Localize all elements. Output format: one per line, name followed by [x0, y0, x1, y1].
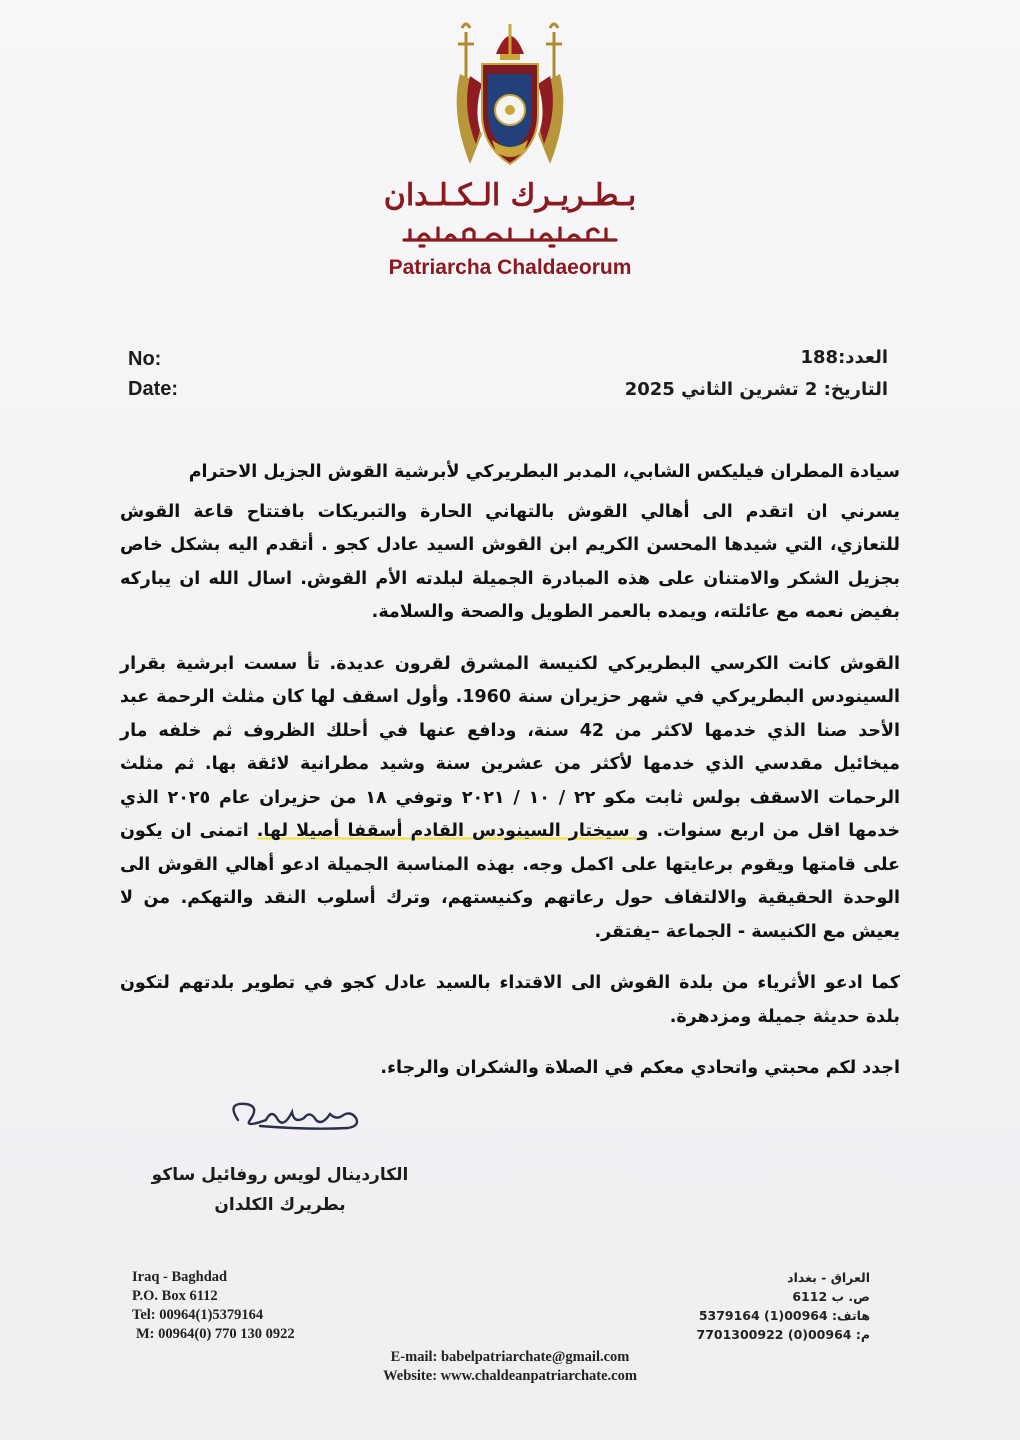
- paragraph-2-text-a: القوش كانت الكرسي البطريركي لكنيسة المشرق لقرون عديدة. تأ سست ابرشية بقرار السينودس البطريركي في شهر حزيران سنة 1960. وأول اسقف لها كان مثلث الرحمة عبد الأحد صنا الذي خدمها لاكثر من 42 سنة، ودافع عنها في أحلك الظروف ثم خلفه مار ميخائيل مقدسي الذي خدمها لأكثر من عشرين سنة وشيد مطرانية لائقة بها. ثم مثلث الرحمات الاسقف بولس ثابت مكو ٢٢ / ١٠ / ٢٠٢١ وتوفي ١٨ من حزيران عام ٢٠٢٥ الذي خدمها اقل من اربع سنوات.: [120, 653, 901, 841]
- footer-mobile: M: 00964(0) 770 130 0922: [136, 1326, 295, 1342]
- letter-paragraph-3: كما ادعو الأثرياء من بلدة القوش الى الاقتداء بالسيد عادل كجو في تطوير بلدتهم لتكون بلدة حديثة جميلة ومزدهرة.: [120, 973, 900, 1027]
- reference-number: العدد:188: [800, 347, 888, 368]
- footer-city: Iraq - Baghdad: [132, 1269, 228, 1285]
- footer-contact: [300, 1348, 720, 1386]
- footer-po-box: P.O. Box 6112: [132, 1288, 218, 1304]
- footer-email[interactable]: E-mail: babelpatriarchate@gmail.com: [390, 1349, 630, 1365]
- letter-paragraph-2: [120, 648, 900, 950]
- letter-greeting: سيادة المطران فيليكس الشابي، المدبر البطريركي لأبرشية القوش الجزيل الاحترام: [188, 462, 900, 482]
- patriarchate-title-arabic: بـطـريـرك الـكـلـدان: [383, 178, 637, 213]
- handwritten-signature: [220, 1090, 370, 1150]
- footer-address-arabic: [650, 1268, 870, 1344]
- patriarchate-title-syriac: [360, 220, 660, 250]
- footer-address-latin: [132, 1268, 295, 1344]
- footer-mobile-ar: م: 00964(0) 7701300922: [696, 1327, 870, 1342]
- footer-website[interactable]: Website: www.chaldeanpatriarchate.com: [383, 1368, 637, 1384]
- letter-paragraph-1: يسرني ان اتقدم الى أهالي القوش بالتهاني الحارة والتبريكات بافتتاح قاعة القوش للتعازي، التي شيدها المحسن الكريم ابن القوش السيد عادل كجو . أتقدم اليه بشكل خاص بجزيل الشكر والامتنان على هذه المبادرة الجميلة لبلدته الأم القوش. اسال الله ان يباركه بفيض نعمه مع عائلته، ويمده بالعمر الطويل والصحة والسلامة.: [120, 501, 900, 622]
- footer-city-ar: العراق - بغداد: [787, 1270, 870, 1285]
- signer-name: الكاردينال لويس روفائيل ساكو: [151, 1165, 409, 1185]
- date-label: Date:: [128, 378, 179, 400]
- reference-arabic: [488, 342, 888, 406]
- footer-po-box-ar: ص. ب 6112: [792, 1289, 870, 1304]
- footer-telephone-ar: هاتف: 00964(1) 5379164: [698, 1308, 870, 1323]
- footer-telephone: Tel: 00964(1)5379164: [132, 1307, 264, 1323]
- signer-title: بطريرك الكلدان: [214, 1195, 346, 1215]
- highlighted-sentence: و سيختار السينودس القادم أسقفا أصيلا لها.: [256, 821, 649, 841]
- letter-body: [120, 456, 900, 1086]
- letter-date: التاريخ: 2 تشرين الثاني 2025: [624, 379, 888, 400]
- patriarchal-crest-icon: [440, 14, 580, 174]
- signer-block: [150, 1160, 410, 1220]
- number-label: No:: [128, 348, 162, 370]
- reference-labels-latin: [128, 344, 178, 404]
- paragraph-2-text-b: اتمنى ان يكون على قامتها ويقوم برعايتها على اكمل وجه. بهذه المناسبة الجميلة ادعو أهالي القوش الى الوحدة الحقيقية والالتفاف حول رعاتهم وكنيستهم، وترك أسلوب النقد والتهكم. من لا يعيش مع الكنيسة - الجماعة –يفتقر.: [120, 821, 900, 942]
- letter-closing: اجدد لكم محبتي واتحادي معكم في الصلاة والشكران والرجاء.: [380, 1058, 900, 1078]
- patriarchate-title-latin: Patriarcha Chaldaeorum: [388, 256, 632, 279]
